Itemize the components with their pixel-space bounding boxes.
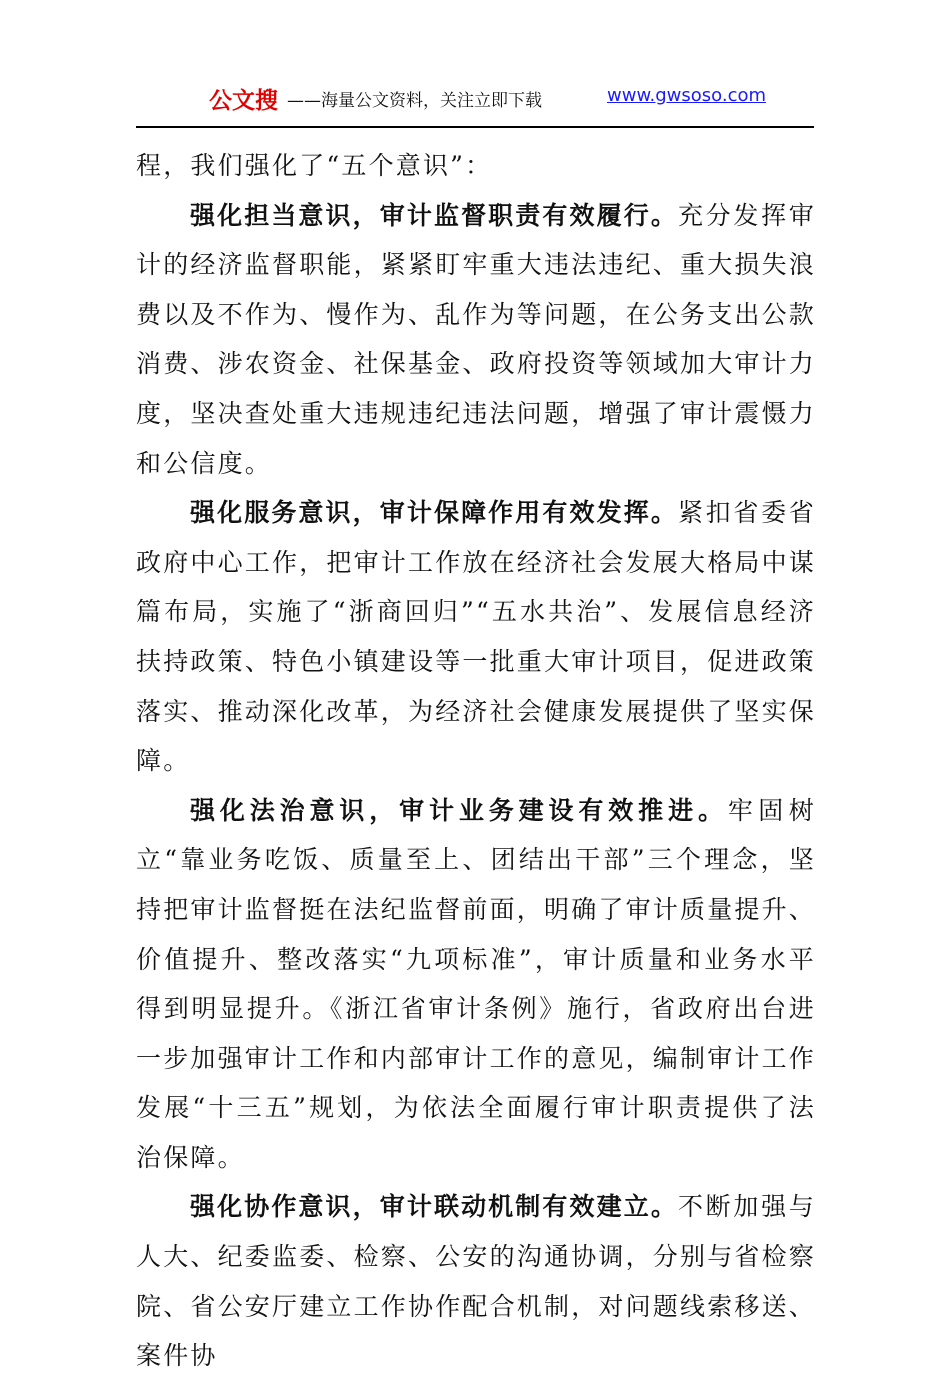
paragraph-heading: 强化服务意识，审计保障作用有效发挥。 <box>190 498 678 528</box>
page-header <box>136 82 814 112</box>
paragraph-rule-of-law <box>136 786 816 1183</box>
paragraph-text: 紧扣省委省政府中心工作，把审计工作放在经济社会发展大格局中谋篇布局，实施了“浙商回归”“五水共治”、发展信息经济扶持政策、特色小镇建设等一批重大审计项目，促进政策落实、推动深化改革，为经济社会健康发展提供了坚实保障。 <box>136 498 817 776</box>
paragraph-heading: 强化协作意识，审计联动机制有效建立。 <box>190 1192 678 1222</box>
website-link[interactable]: www.gwsoso.com <box>607 85 767 106</box>
paragraph-text: 牢固树立“靠业务吃饭、质量至上、团结出干部”三个理念，坚持把审计监督挺在法纪监督前面，明确了审计质量提升、价值提升、整改落实“九项标准”，审计质量和业务水平得到明显提升。《浙江省审计条例》施行，省政府出台进一步加强审计工作和内部审计工作的意见，编制审计工作发展“十三五”规划，为依法全面履行审计职责提供了法治保障。 <box>136 795 817 1172</box>
paragraph-text: 不断加强与人大、纪委监委、检察、公安的沟通协调，分别与省检察院、省公安厅建立工作协作配合机制，对问题线索移送、案件协 <box>136 1192 817 1371</box>
paragraph-service <box>136 488 816 786</box>
header-divider <box>136 126 814 128</box>
header-slogan: ——海量公文资料，关注立即下载 <box>287 91 542 111</box>
brand-logo: 公文搜 <box>209 88 278 114</box>
paragraph-heading: 强化担当意识，审计监督职责有效履行。 <box>190 200 678 230</box>
paragraph-text: 充分发挥审计的经济监督职能，紧紧盯牢重大违法违纪、重大损失浪费以及不作为、慢作为、乱作为等问题，在公务支出公款消费、涉农资金、社保基金、政府投资等领域加大审计力度，坚决查处重大违规违纪违法问题，增强了审计震慑力和公信度。 <box>136 200 817 478</box>
document-body <box>136 141 816 1381</box>
paragraph-heading: 强化法治意识，审计业务建设有效推进。 <box>190 795 728 825</box>
paragraph-accountability <box>136 191 816 489</box>
paragraph-cooperation <box>136 1182 816 1380</box>
intro-line: 程，我们强化了“五个意识”： <box>136 151 493 180</box>
